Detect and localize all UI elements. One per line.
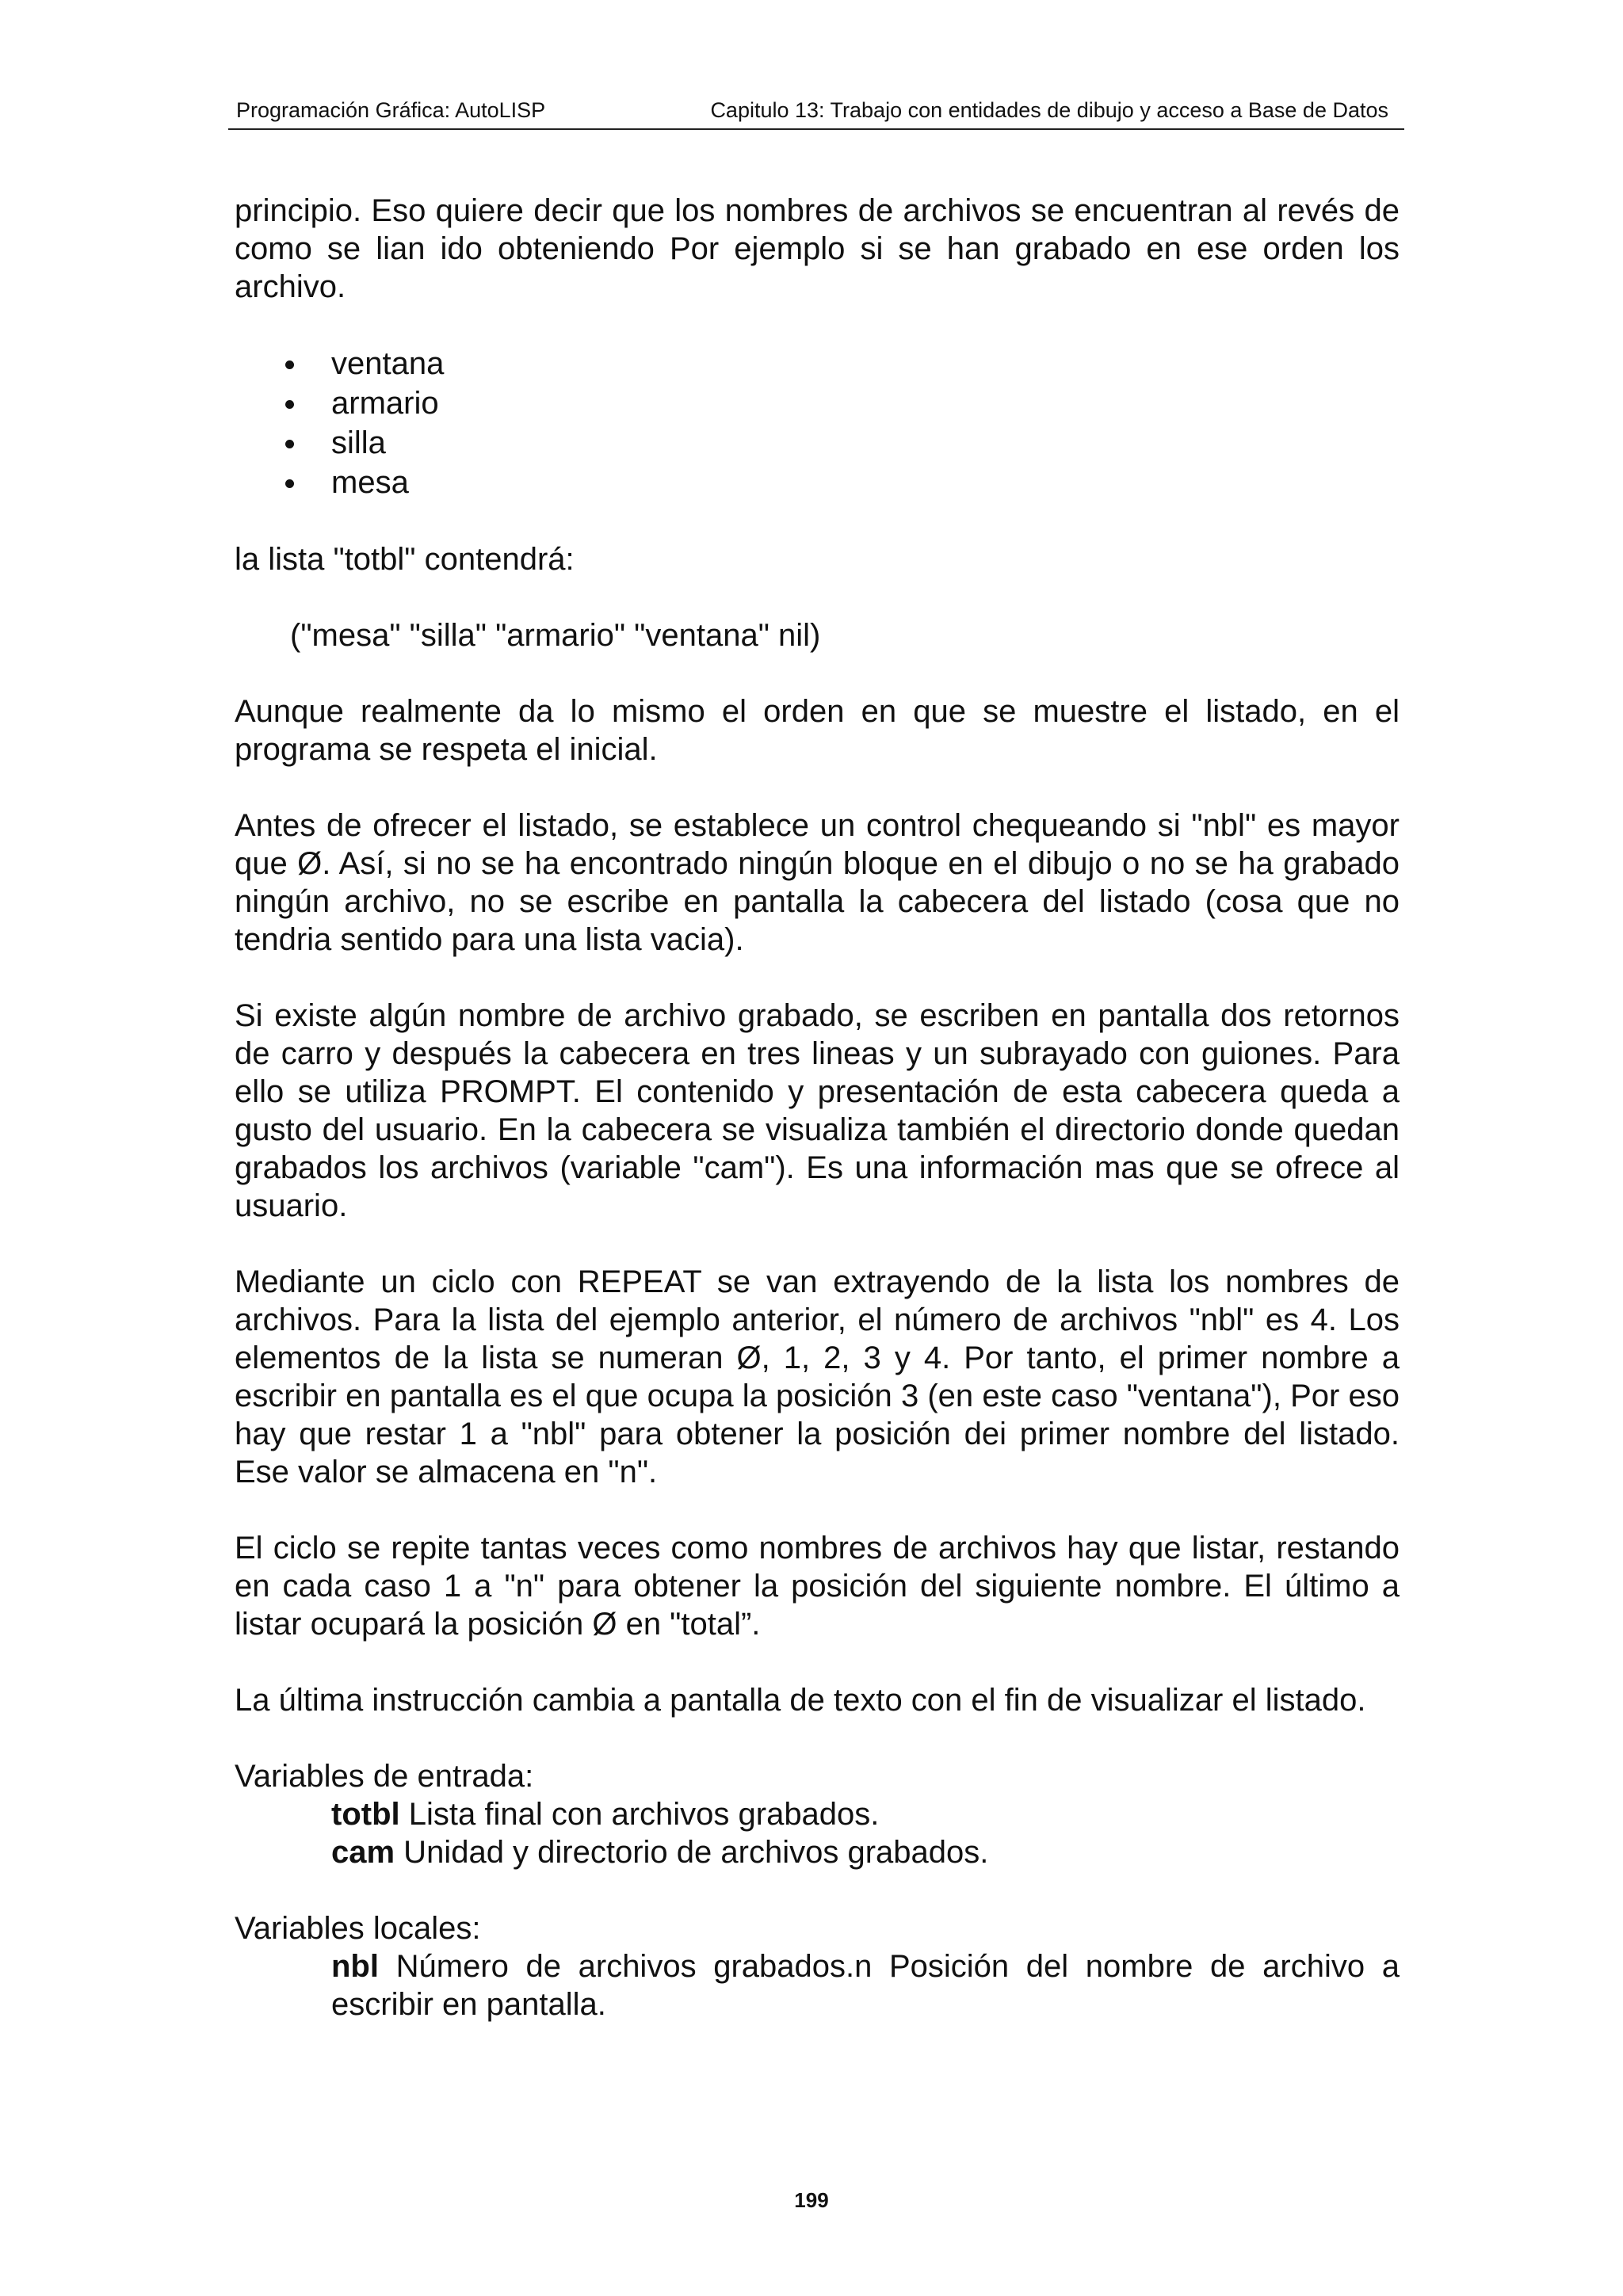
page-body (235, 192, 1400, 2061)
list-item-text: mesa (331, 465, 409, 500)
variable-description: Unidad y directorio de archivos grabados. (395, 1835, 989, 1870)
variable-entry (331, 1833, 1400, 1871)
paragraph-4: Antes de ofrecer el listado, se establece un control chequeando si "nbl" es mayor que Ø. Así, si no se ha encontrado ningún bloque en el dibujo o no se ha grabado ningún archivo, no se escribe en pantalla la cabecera del listado (cosa que no tendria sentido para una lista vacia). (235, 808, 1400, 957)
header-chapter-title: Capitulo 13: Trabajo con entidades de dibujo y acceso a Base de Datos (710, 98, 1388, 122)
variable-entry (331, 1947, 1400, 2023)
header-book-title: Programación Gráfica: AutoLISP (236, 98, 546, 122)
variable-name: cam (331, 1835, 395, 1870)
paragraph-6: Mediante un ciclo con REPEAT se van extrayendo de la lista los nombres de archivos. Para la lista del ejemplo anterior, el número de archivos "nbl" es 4. Los elementos de la lista se numeran Ø, 1, 2, 3 y 4. Por tanto, el primer nombre a escribir en pantalla es el que ocupa la posición 3 (en este caso "ventana"), Por eso hay que restar 1 a "nbl" para obtener la posición dei primer nombre del listado. Ese valor se almacena en "n". (235, 1264, 1400, 1489)
list-item (235, 423, 1400, 463)
list-item-text: silla (331, 425, 386, 460)
paragraph-3: Aunque realmente da lo mismo el orden en que se muestre el listado, en el programa se respeta el inicial. (235, 694, 1400, 767)
paragraph-5: Si existe algún nombre de archivo grabado, se escriben en pantalla dos retornos de carro y después la cabecera en tres lineas y un subrayado con guiones. Para ello se utiliza PROMPT. El contenido y presentación de esta cabecera queda a gusto del usuario. En la cabecera se visualiza también el directorio donde quedan grabados los archivos (variable "cam"). Es una información mas que se ofrece al usuario. (235, 998, 1400, 1223)
list-item (235, 463, 1400, 502)
variable-description: Lista final con archivos grabados. (399, 1797, 880, 1832)
bullet-icon (285, 400, 294, 409)
page-number: 199 (794, 2188, 829, 2212)
running-header (228, 92, 1404, 130)
list-item (235, 383, 1400, 423)
bullet-icon (285, 440, 294, 448)
local-variables-section (235, 1909, 1400, 2023)
local-variables-title: Variables locales: (235, 1911, 481, 1946)
bullet-icon (285, 360, 294, 369)
list-item-text: ventana (331, 346, 445, 381)
bullet-list (235, 344, 1400, 502)
list-item-text: armario (331, 386, 439, 421)
variable-description: Número de archivos grabados.n Posición del nombre de archivo a escribir en pantalla. (331, 1949, 1400, 2022)
bullet-icon (285, 479, 294, 488)
code-example: ("mesa" "silla" "armario" "ventana" nil) (290, 618, 821, 653)
paragraph-1: principio. Eso quiere decir que los nombres de archivos se encuentran al revés de como se lian ido obteniendo Por ejemplo si se han grabado en ese orden los archivo. (235, 193, 1400, 304)
variable-entry (331, 1795, 1400, 1833)
variable-name: totbl (331, 1797, 400, 1832)
paragraph-7: El ciclo se repite tantas veces como nombres de archivos hay que listar, restando en cada caso 1 a "n" para obtener la posición del siguiente nombre. El último a listar ocupará la posición Ø en "total”. (235, 1531, 1400, 1642)
variable-name: nbl (331, 1949, 379, 1984)
input-variables-title: Variables de entrada: (235, 1759, 534, 1794)
input-variables-section (235, 1757, 1400, 1871)
list-item (235, 344, 1400, 383)
paragraph-2: la lista "totbl" contendrá: (235, 542, 575, 577)
paragraph-8: La última instrucción cambia a pantalla de texto con el fin de visualizar el listado. (235, 1683, 1366, 1718)
